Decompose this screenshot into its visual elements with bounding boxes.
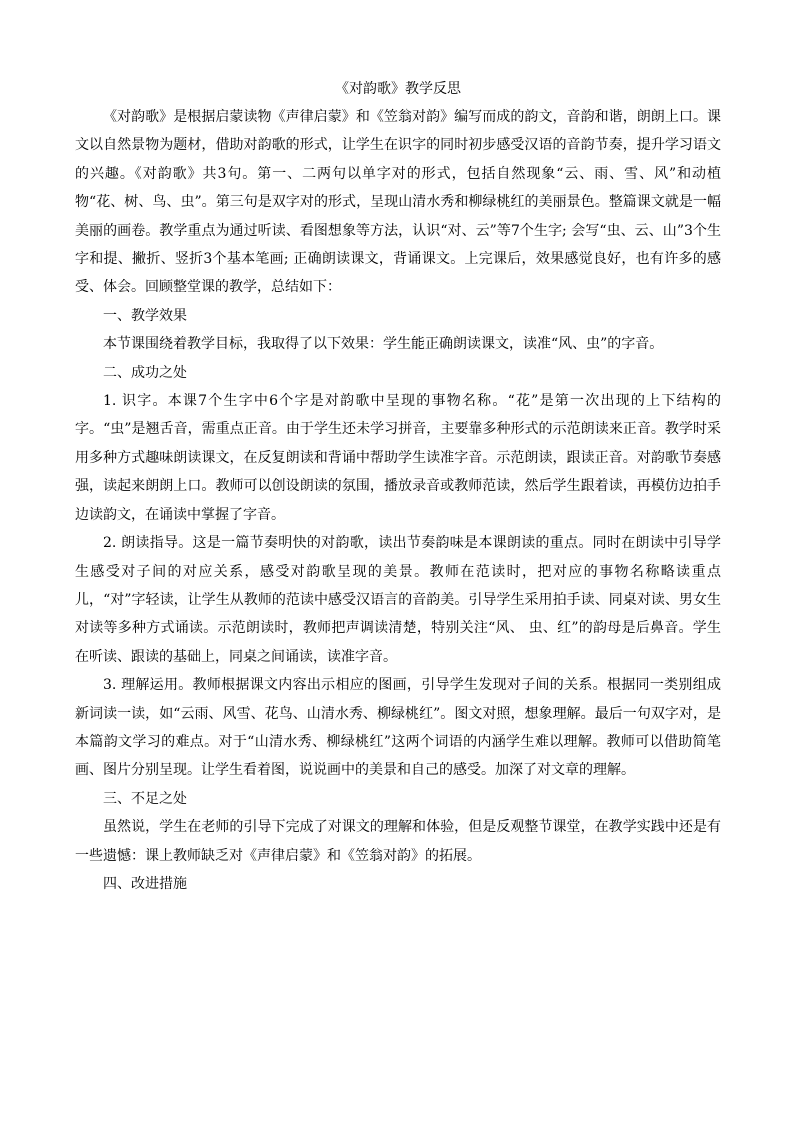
document-body (75, 79, 721, 898)
teaching-effect-paragraph: 本节课围绕着教学目标，我取得了以下效果：学生能正确朗读课文，读准“风、虫”的字音。 (103, 336, 664, 353)
section-heading-successes: 二、成功之处 (103, 364, 187, 381)
success-item-understanding: 3. 理解运用。教师根据课文内容出示相应的图画，引导学生发现对子间的关系。根据同一类别组成新词读一读，如“云雨、风雪、花鸟、山清水秀、柳绿桃红”。图文对照，想象理解。最后一句双字对，是本篇韵文学习的难点。对于“山清水秀、柳绿桃红”这两个词语的内涵学生难以理解。教师可以借助简笔画、图片分别呈现。让学生看着图，说说画中的美景和自己的感受。加深了对文章的理解。 (75, 677, 721, 779)
success-item-reading-guidance: 2. 朗读指导。这是一篇节奏明快的对韵歌，读出节奏韵味是本课朗读的重点。同时在朗读中引导学生感受对子间的对应关系，感受对韵歌呈现的美景。教师在范读时，把对应的事物名称略读重点儿，“对”字轻读，让学生从教师的范读中感受汉语言的音韵美。引导学生采用拍手读、同桌对读、男女生对读等多种方式诵读。示范朗读时，教师把声调读清楚，特别关注“风、 虫、红”的韵母是后鼻音。学生在听读、跟读的基础上，同桌之间诵读，读准字音。 (75, 535, 721, 665)
section-heading-improvements: 四、改进措施 (103, 875, 187, 892)
document-title: 《对韵歌》教学反思 (335, 81, 461, 97)
section-heading-teaching-effect: 一、教学效果 (103, 307, 187, 324)
shortcomings-paragraph: 虽然说，学生在老师的引导下完成了对课文的理解和体验，但是反观整节课堂，在教学实践中还是有一些遗憾：课上教师缺乏对《声律启蒙》和《笠翁对韵》的拓展。 (75, 819, 721, 864)
intro-paragraph: 《对韵歌》是根据启蒙读物《声律启蒙》和《笠翁对韵》编写而成的韵文，音韵和谐，朗朗上口。课文以自然景物为题材，借助对韵歌的形式，让学生在识字的同时初步感受汉语的音韵节奏，提升学习语文的兴趣。《对韵歌》共3句。第一、二两句以单字对的形式，包括自然现象“云、雨、雪、风”和动植物“花、树、鸟、虫”。第三句是双字对的形式，呈现山清水秀和柳绿桃红的美丽景色。整篇课文就是一幅美丽的画卷。教学重点为通过听读、看图想象等方法，认识“对、云”等7个生字; 会写“虫、云、山”3个生字和提、撇折、竖折3个基本笔画; 正确朗读课文，背诵课文。上完课后，效果感觉良好，也有许多的感受、体会。回顾整堂课的教学，总结如下： (75, 109, 721, 296)
success-item-literacy: 1. 识字。本课7个生字中6个字是对韵歌中呈现的事物名称。“花”是第一次出现的上下结构的字。“虫”是翘舌音，需重点正音。由于学生还未学习拼音，主要靠多种形式的示范朗读来正音。教学时采用多种方式趣味朗读课文，在反复朗读和背诵中帮助学生读准字音。示范朗读，跟读正音。对韵歌节奏感强，读起来朗朗上口。教师可以创设朗读的氛围，播放录音或教师范读，然后学生跟着读，再模仿边拍手边读韵文，在诵读中掌握了字音。 (75, 393, 721, 523)
section-heading-shortcomings: 三、不足之处 (103, 790, 187, 807)
